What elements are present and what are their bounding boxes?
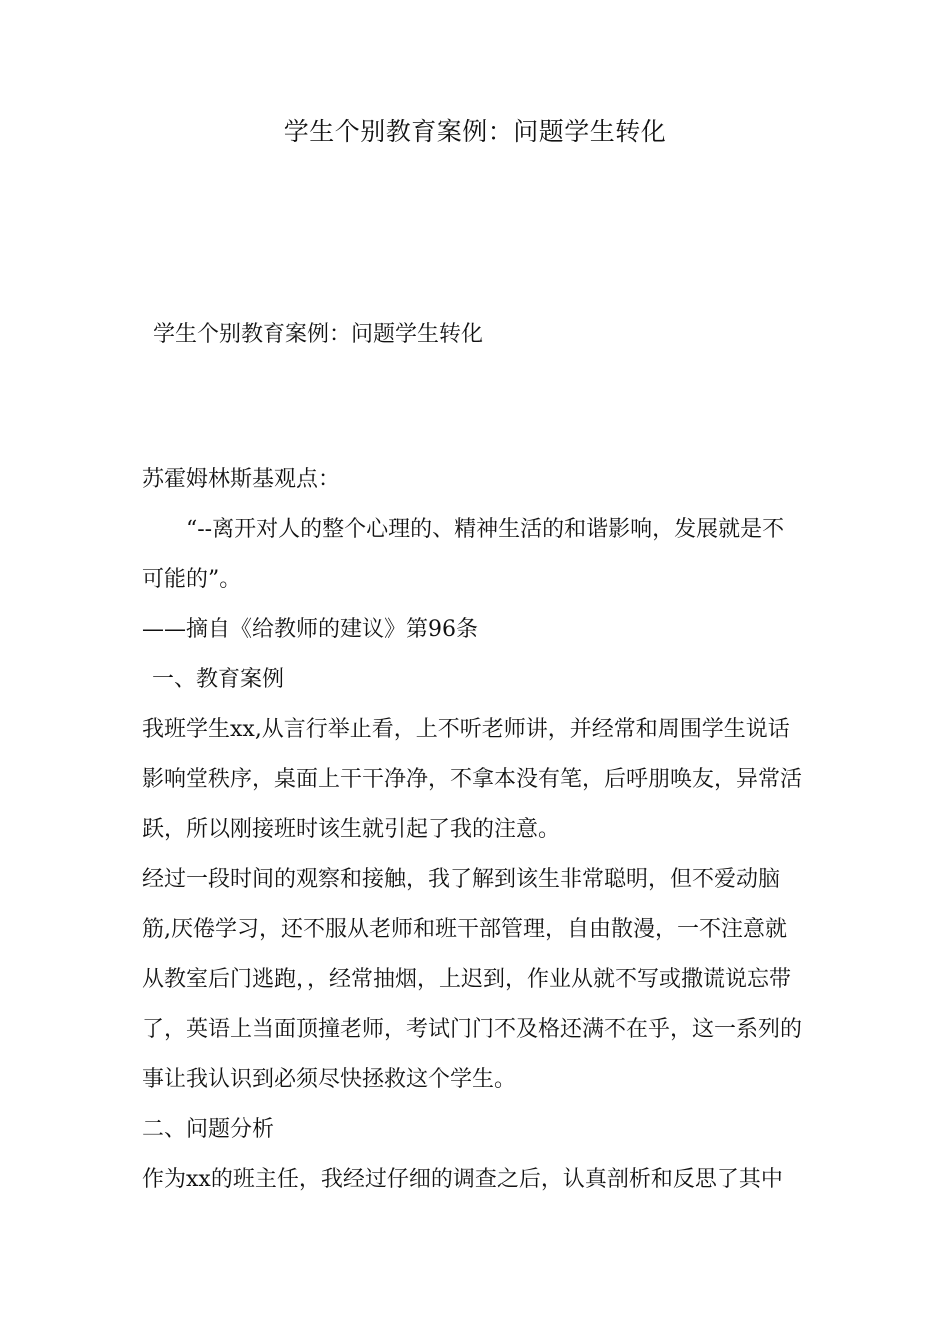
paragraph-analysis: 作为xx的班主任，我经过仔细的调查之后，认真剖析和反思了其中 [142, 1167, 783, 1192]
paragraph-quote: “--离开对人的整个心理的、精神生活的和谐影响，发展就是不可能的”。 [142, 517, 785, 592]
document-body [142, 455, 806, 1205]
document-subtitle: 学生个别教育案例：问题学生转化 [153, 322, 484, 347]
paragraph-viewpoint-heading: 苏霍姆林斯基观点： [142, 467, 341, 492]
paragraph-case-intro: 我班学生xx,从言行举止看，上不听老师讲，并经常和周围学生说话影响堂秩序，桌面上干干净净，不拿本没有笔，后呼朋唤友，异常活跃，所以刚接班时该生就引起了我的注意。 [142, 717, 803, 842]
document-title: 学生个别教育案例：问题学生转化 [283, 117, 667, 146]
section-heading-case: 一、教育案例 [152, 667, 285, 692]
paragraph-case-detail: 经过一段时间的观察和接触，我了解到该生非常聪明，但不爱动脑筋,厌倦学习，还不服从老师和班干部管理，自由散漫，一不注意就从教室后门逃跑，，经常抽烟，上迟到，作业从就不写或撒谎说忘带了，英语上当面顶撞老师，考试门门不及格还满不在乎，这一系列的事让我认识到必须尽快拯救这个学生。 [142, 867, 803, 1092]
paragraph-source: ——摘自《给教师的建议》第96条 [142, 617, 478, 642]
section-heading-analysis: 二、问题分析 [142, 1117, 275, 1142]
